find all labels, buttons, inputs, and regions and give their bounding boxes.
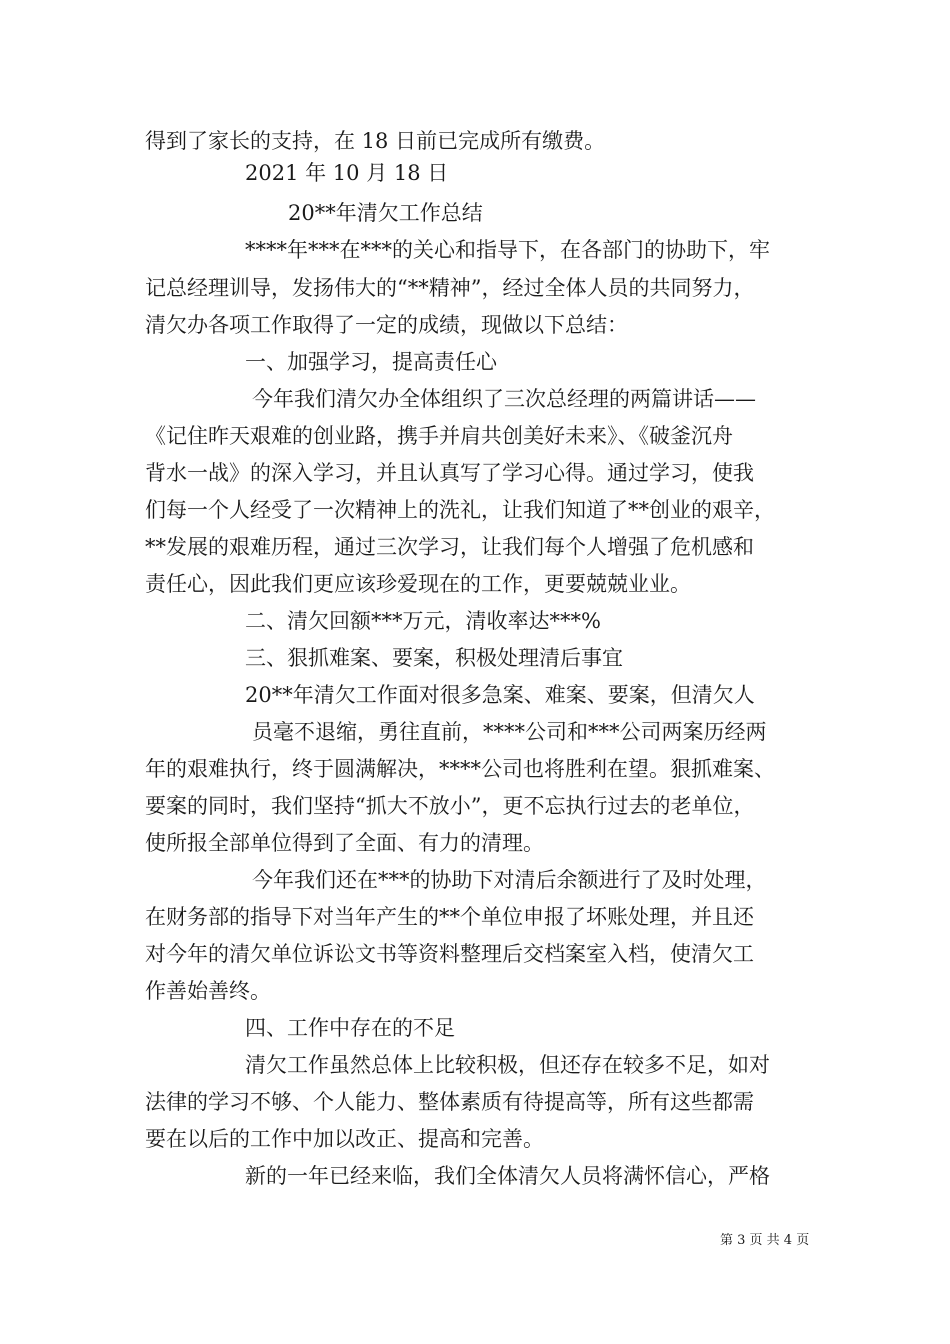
heading-2: 二、清欠回额***万元，清收率达***% xyxy=(245,609,601,633)
text-line: 新的一年已经来临，我们全体清欠人员将满怀信心，严格 xyxy=(245,1164,770,1188)
text-line: 今年我们还在***的协助下对清后余额进行了及时处理， xyxy=(252,868,767,892)
section-title: 20**年清欠工作总结 xyxy=(288,201,483,225)
page-number: 第 3 页 共 4 页 xyxy=(720,1233,810,1248)
text-line: 员毫不退缩，勇往直前，****公司和***公司两案历经两 xyxy=(252,720,767,744)
heading-1: 一、加强学习，提高责任心 xyxy=(245,350,497,374)
text-line: 清欠办各项工作取得了一定的成绩，现做以下总结： xyxy=(145,313,628,337)
heading-3: 三、狠抓难案、要案，积极处理清后事宜 xyxy=(245,646,623,670)
text-line: 年的艰难执行，终于圆满解决，****公司也将胜利在望。狠抓难案、 xyxy=(145,757,775,781)
text-line: 作善始善终。 xyxy=(145,979,271,1003)
date-line: 2021 年 10 月 18 日 xyxy=(245,161,449,185)
heading-4: 四、工作中存在的不足 xyxy=(245,1016,455,1040)
text-line: 使所报全部单位得到了全面、有力的清理。 xyxy=(145,831,544,855)
text-line: 清欠工作虽然总体上比较积极，但还存在较多不足，如对 xyxy=(245,1053,770,1077)
text-line: 要在以后的工作中加以改正、提高和完善。 xyxy=(145,1127,544,1151)
text-line: 法律的学习不够、个人能力、整体素质有待提高等，所有这些都需 xyxy=(145,1090,754,1114)
text-line: 责任心，因此我们更应该珍爱现在的工作，更要兢兢业业。 xyxy=(145,572,691,596)
text-line: 《记住昨天艰难的创业路，携手并肩共创美好未来》、《破釜沉舟 xyxy=(145,424,733,448)
text-line: 今年我们清欠办全体组织了三次总经理的两篇讲话—— xyxy=(252,387,756,411)
text-line: 在财务部的指导下对当年产生的**个单位申报了坏账处理，并且还 xyxy=(145,905,754,929)
text-line: 记总经理训导，发扬伟大的“**精神”，经过全体人员的共同努力， xyxy=(145,276,755,300)
text-line: **发展的艰难历程，通过三次学习，让我们每个人增强了危机感和 xyxy=(145,535,754,559)
text-line: 背水一战》的深入学习，并且认真写了学习心得。通过学习，使我 xyxy=(145,461,754,485)
text-line: 20**年清欠工作面对很多急案、难案、要案，但清欠人 xyxy=(245,683,755,707)
text-line: ****年***在***的关心和指导下，在各部门的协助下，牢 xyxy=(245,238,770,262)
text-line: 们每一个人经受了一次精神上的洗礼，让我们知道了**创业的艰辛， xyxy=(145,498,775,522)
text-line: 要案的同时，我们坚持“抓大不放小”，更不忘执行过去的老单位， xyxy=(145,794,755,818)
text-line: 对今年的清欠单位诉讼文书等资料整理后交档案室入档，使清欠工 xyxy=(145,942,754,966)
text-line: 得到了家长的支持，在 18 日前已完成所有缴费。 xyxy=(145,129,606,153)
